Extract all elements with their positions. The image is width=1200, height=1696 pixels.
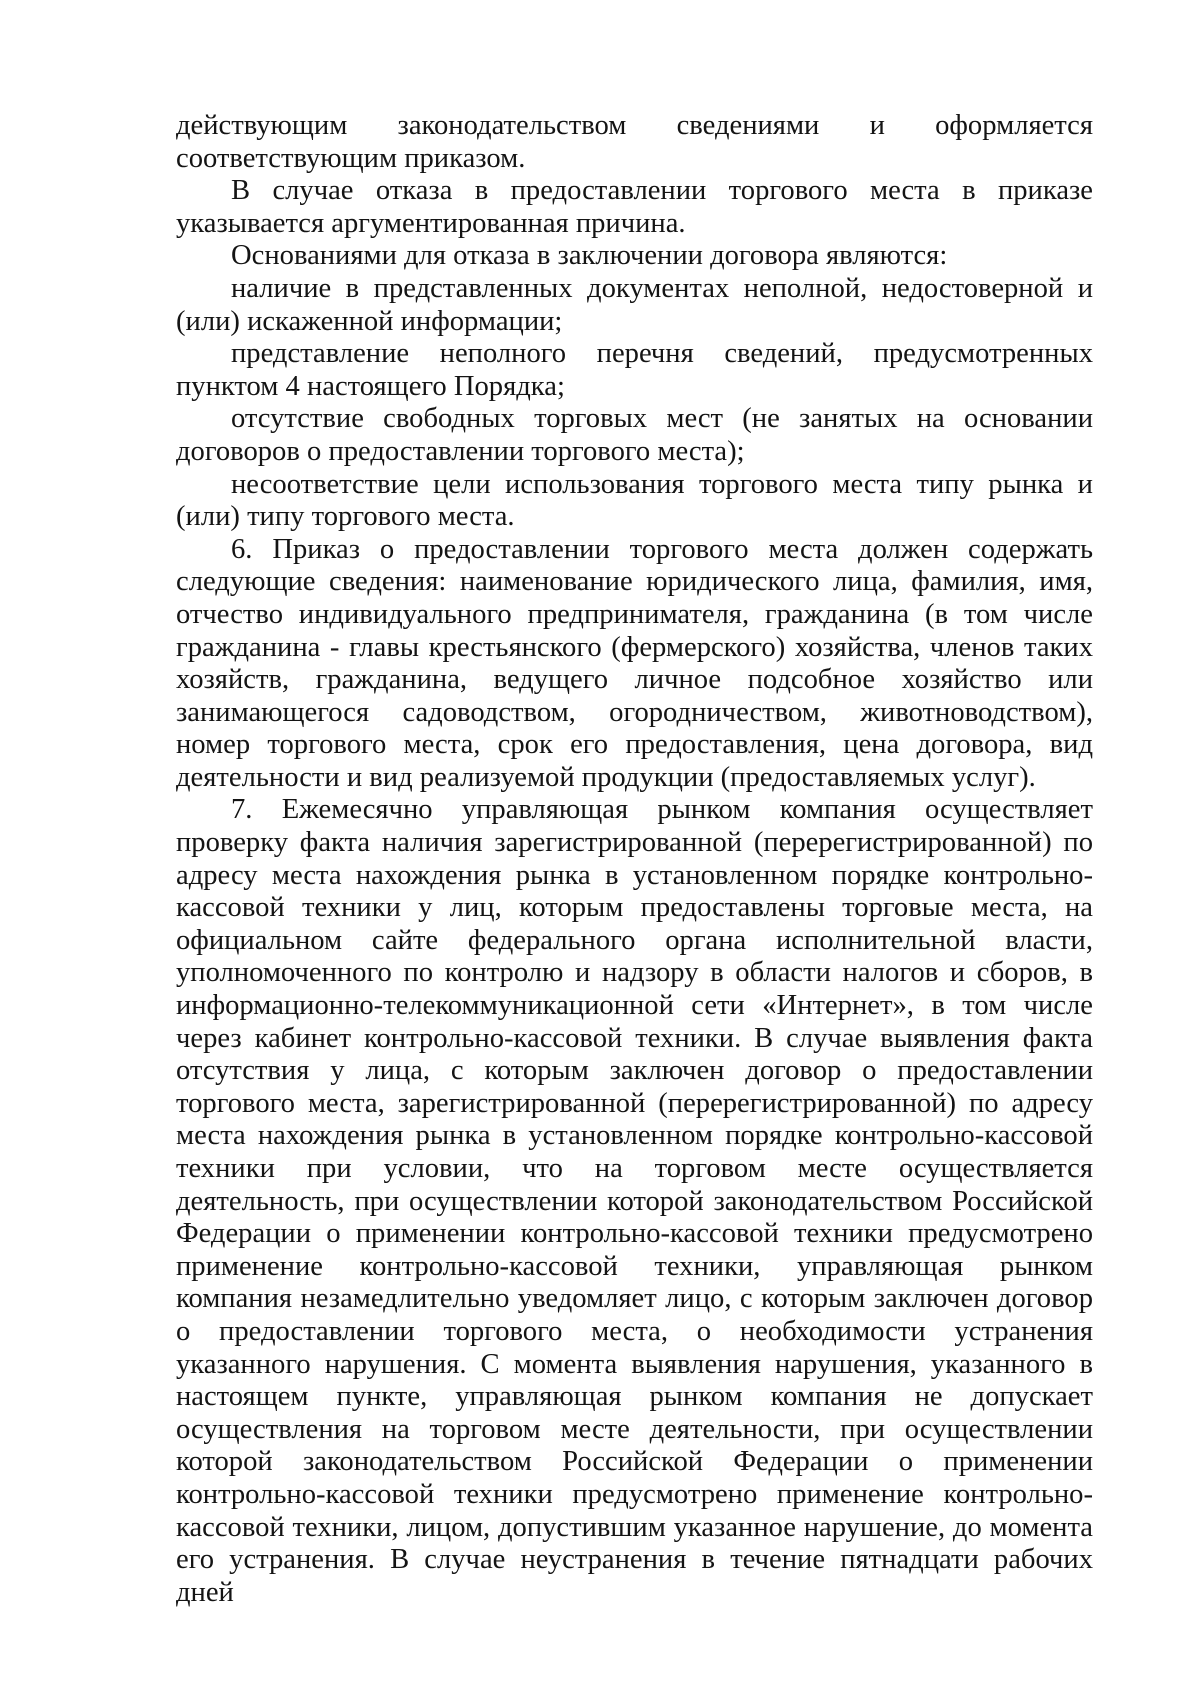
paragraph-ground-mismatch: несоответствие цели использования торгового места типу рынка и (или) типу торгового места. bbox=[176, 468, 1093, 533]
document-body bbox=[176, 110, 1093, 1609]
paragraph-item-7: 7. Ежемесячно управляющая рынком компания осуществляет проверку факта наличия зарегистрированной (перерегистрированной) по адресу места нахождения рынка в установленном порядке контрольно-кассовой техники у лиц, которым предоставлены торговые места, на официальном сайте федерального органа исполнительной власти, уполномоченного по контролю и надзору в области налогов и сборов, в информационно-телекоммуникационной сети «Интернет», в том числе через кабинет контрольно-кассовой техники. В случае выявления факта отсутствия у лица, с которым заключен договор о предоставлении торгового места, зарегистрированной (перерегистрированной) по адресу места нахождения рынка в установленном порядке контрольно-кассовой техники при условии, что на торговом месте осуществляется деятельность, при осуществлении которой законодательством Российской Федерации о применении контрольно-кассовой техники предусмотрено применение контрольно-кассовой техники, управляющая рынком компания незамедлительно уведомляет лицо, с которым заключен договор о предоставлении торгового места, о необходимости устранения указанного нарушения. С момента выявления нарушения, указанного в настоящем пункте, управляющая рынком компания не допускает осуществления на торговом месте деятельности, при осуществлении которой законодательством Российской Федерации о применении контрольно-кассовой техники предусмотрено применение контрольно-кассовой техники, лицом, допустившим указанное нарушение, до момента его устранения. В случае неустранения в течение пятнадцати рабочих дней bbox=[176, 794, 1093, 1608]
paragraph-ground-incomplete-info: наличие в представленных документах неполной, недостоверной и (или) искаженной информации; bbox=[176, 272, 1093, 337]
paragraph-refusal-grounds-heading: Основаниями для отказа в заключении договора являются: bbox=[231, 240, 948, 272]
paragraph-ground-incomplete-list: представление неполного перечня сведений, предусмотренных пунктом 4 настоящего Порядка; bbox=[176, 338, 1093, 402]
paragraph-refusal-reason: В случае отказа в предоставлении торгового места в приказе указывается аргументированная причина. bbox=[176, 175, 1093, 239]
paragraph-continuation: действующим законодательством сведениями и оформляется соответствующим приказом. bbox=[176, 110, 1093, 174]
paragraph-item-6: 6. Приказ о предоставлении торгового места должен содержать следующие сведения: наименование юридического лица, фамилия, имя, отчество индивидуального предпринимателя, гражданина (в том числе гражданина - главы крестьянского (фермерского) хозяйства, членов таких хозяйств, гражданина, ведущего личное подсобное хозяйство или занимающегося садоводством, огородничеством, животноводством), номер торгового места, срок его предоставления, цена договора, вид деятельности и вид реализуемой продукции (предоставляемых услуг). bbox=[176, 533, 1093, 793]
paragraph-ground-no-free-places: отсутствие свободных торговых мест (не занятых на основании договоров о предоставлении торгового места); bbox=[176, 403, 1093, 467]
